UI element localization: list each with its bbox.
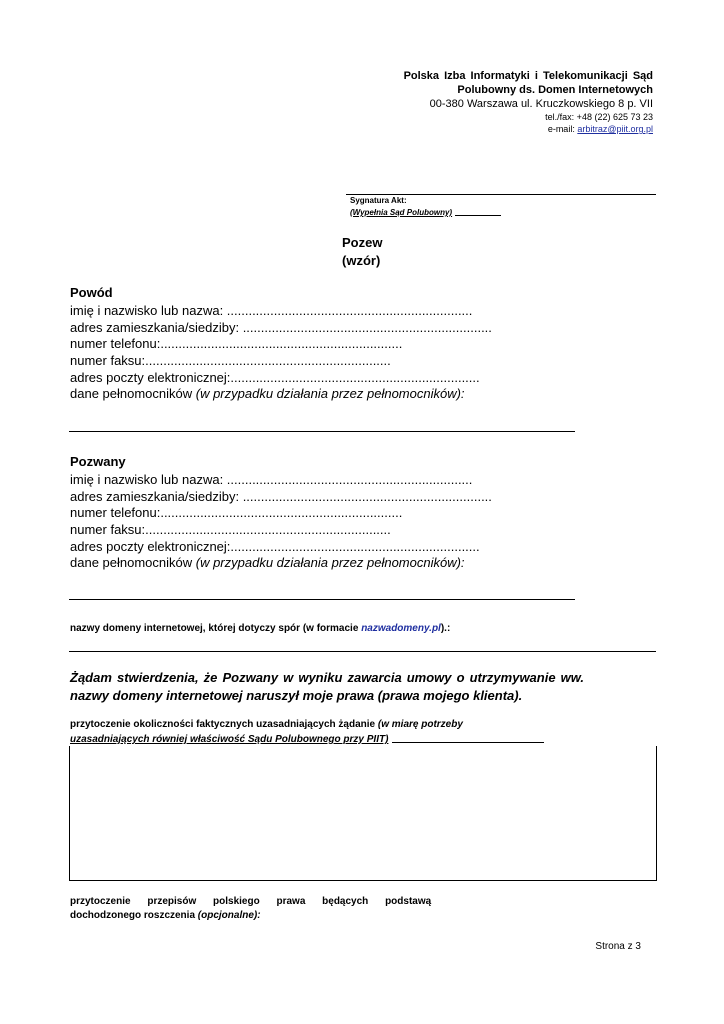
plaintiff-proxies-field[interactable]: dane pełnomocników (w przypadku działania przez pełnomocników): [70,386,465,401]
defendant-proxies-field[interactable]: dane pełnomocników (w przypadku działania przez pełnomocników): [70,555,465,570]
defendant-name-field[interactable]: imię i nazwisko lub nazwa: .................................................................... [70,472,473,487]
defendant-heading: Pozwany [70,454,126,469]
org-email [548,124,653,134]
plaintiff-address-field[interactable]: adres zamieszkania/siedziby: ..................................................................... [70,320,492,335]
law-label: przytoczenie przepisów polskiego prawa będących podstawą [70,896,432,907]
defendant-phone-field[interactable]: numer telefonu:................................................................... [70,505,403,520]
signature-blank[interactable] [455,215,501,216]
plaintiff-proxies-line [69,431,575,432]
signature-note-text: (Wypełnia Sąd Polubowny) [350,208,453,217]
domain-name-field[interactable]: nazwy domeny internetowej, której dotyczy spór (w formacie nazwadomeny.pl).: [70,623,451,634]
defendant-proxies-line [69,599,575,600]
facts-label: przytoczenie okoliczności faktycznych uzasadniających żądanie (w miarę potrzeby [70,719,463,730]
defendant-fax-field[interactable]: numer faksu:.................................................................... [70,522,391,537]
plaintiff-fax-field[interactable]: numer faksu:.................................................................... [70,353,391,368]
plaintiff-heading: Powód [70,285,113,300]
org-name-line1: Polska Izba Informatyki i Telekomunikacji Sąd [403,70,653,82]
doc-subtitle: (wzór) [342,253,381,268]
plaintiff-email-field[interactable]: adres poczty elektronicznej:..................................................................... [70,370,480,385]
signature-note [350,208,501,217]
facts-label-cont: uzasadniających równiej właściwość Sądu Polubownego przy PIIT) [70,734,544,745]
org-address: 00-380 Warszawa ul. Kruczkowskiego 8 p. VII [429,98,653,110]
claim-statement: Żądam stwierdzenia, że Pozwany w wyniku zawarcia umowy o utrzymywanie ww. nazwy domeny internetowej naruszył moje prawa (prawa mojego klienta). [70,670,584,703]
facts-textarea[interactable] [69,746,657,881]
domain-divider [69,651,656,652]
doc-title: Pozew [342,235,383,250]
email-link[interactable]: arbitraz@piit.org.pl [577,124,653,134]
plaintiff-name-field[interactable]: imię i nazwisko lub nazwa: .................................................................... [70,303,473,318]
email-label: e-mail: [547,124,578,134]
signature-divider [346,194,656,195]
org-name-line2: Polubowny ds. Domen Internetowych [457,84,653,96]
law-label-cont: dochodzonego roszczenia (opcjonalne): [70,910,261,921]
defendant-email-field[interactable]: adres poczty elektronicznej:..................................................................... [70,539,480,554]
defendant-address-field[interactable]: adres zamieszkania/siedziby: ..................................................................... [70,489,492,504]
plaintiff-phone-field[interactable]: numer telefonu:................................................................... [70,336,403,351]
page-number: Strona z 3 [595,941,641,952]
org-phone: tel./fax: +48 (22) 625 73 23 [545,112,653,122]
facts-blank [392,742,544,743]
domain-example: nazwadomeny.pl [361,623,441,634]
signature-label: Sygnatura Akt: [350,196,407,205]
